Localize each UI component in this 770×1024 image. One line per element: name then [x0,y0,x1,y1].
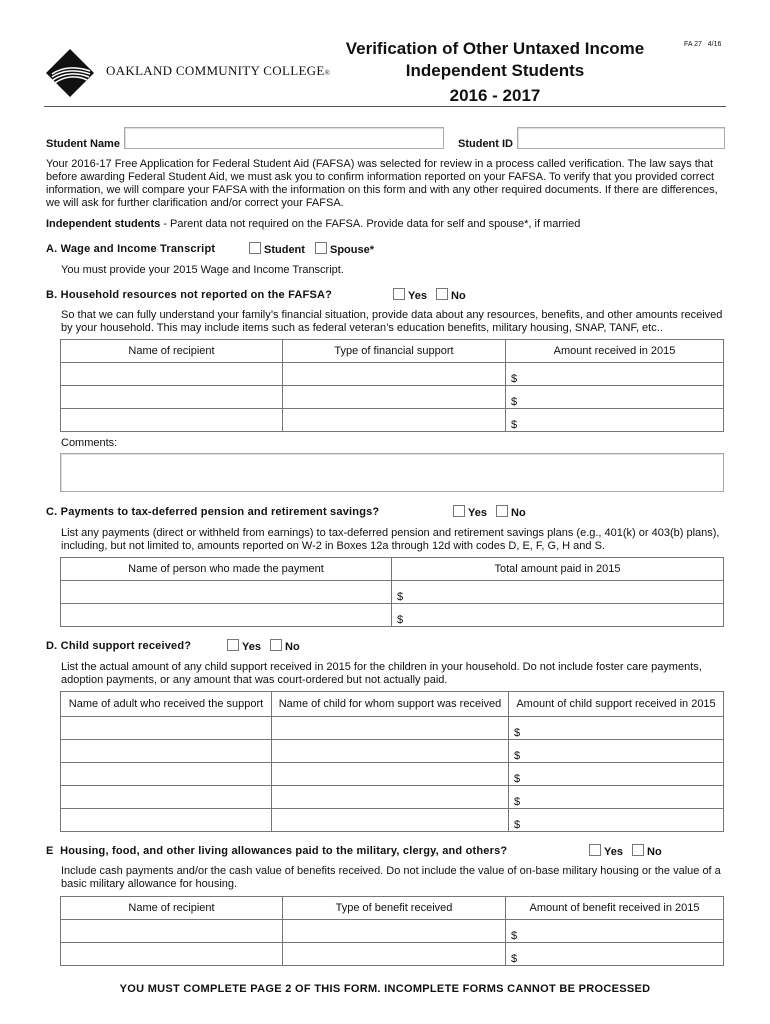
title-line-1: Verification of Other Untaxed Income [345,39,645,58]
table-row [61,386,724,409]
section-b-no-label: No [451,290,466,302]
section-c-no-label: No [511,507,526,519]
college-logo-mark-icon [44,47,96,99]
page-title [320,38,670,107]
student-name-input[interactable] [124,127,444,149]
section-b-table [60,339,724,432]
table-row [61,786,724,809]
table-cell[interactable] [61,717,272,740]
section-e-col-recipient: Name of recipient [61,897,283,920]
table-cell[interactable]: $ [509,740,724,763]
table-header-row [61,340,724,363]
table-header-row [61,558,724,581]
section-e-text: Include cash payments and/or the cash value of benefits received. Do not include the value of on-base military housing or the value of a basic military allowance for housing. [61,865,721,890]
table-header-row [61,897,724,920]
section-b-title: Household resources not reported on the FAFSA? [60,289,333,301]
section-a-heading [46,243,215,255]
section-b-yes-checkbox[interactable] [393,288,405,300]
table-cell[interactable]: $ [506,363,724,386]
section-b-no-option[interactable] [436,288,466,302]
section-d-heading [46,640,191,652]
section-d-yes-label: Yes [242,641,261,653]
table-cell[interactable]: $ [506,386,724,409]
section-d-no-label: No [285,641,300,653]
section-c-text: List any payments (direct or withheld from earnings) to tax-deferred pension and retirement savings plans (e.g., 401(k) or 403(b) plans), including, but not limited to, amounts reported on W-2 in Boxes 12a through 12d with codes D, E, F, G, H and S. [61,527,720,552]
section-a-text: You must provide your 2015 Wage and Income Transcript. [61,264,344,276]
section-c-letter: C. [46,506,58,518]
form-code-date: 4/16 [707,41,722,48]
section-c-yes-label: Yes [468,507,487,519]
college-name [106,63,330,79]
table-cell[interactable] [283,386,506,409]
section-b-yes-option[interactable] [393,288,427,302]
section-e-letter: E [46,845,54,857]
section-a-student-label: Student [264,244,305,256]
section-b-yes-label: Yes [408,290,427,302]
section-c-yes-option[interactable] [453,505,487,519]
section-d-letter: D. [46,640,58,652]
form-code-id: FA 27 [684,41,702,48]
section-e-no-checkbox[interactable] [632,844,644,856]
table-cell[interactable] [61,409,283,432]
table-cell[interactable] [272,740,509,763]
table-cell[interactable] [61,943,283,966]
table-cell[interactable] [272,786,509,809]
section-d-col-amount: Amount of child support received in 2015 [509,692,724,717]
section-c-no-option[interactable] [496,505,526,519]
table-cell[interactable] [283,943,506,966]
table-cell[interactable] [61,809,272,832]
section-e-col-benefit-type: Type of benefit received [283,897,506,920]
section-d-no-option[interactable] [270,639,300,653]
table-cell[interactable] [61,786,272,809]
table-cell[interactable] [61,363,283,386]
table-cell[interactable] [61,740,272,763]
section-c-no-checkbox[interactable] [496,505,508,517]
section-a-letter: A. [46,243,58,255]
section-e-no-label: No [647,846,662,858]
section-e-col-amount: Amount of benefit received in 2015 [506,897,724,920]
independent-note [46,218,726,231]
intro-paragraph: Your 2016-17 Free Application for Federal Student Aid (FAFSA) was selected for review in a process called verification. The law says that before awarding Federal Student Aid, we must ask you to confirm information reported on your FAFSA. To verify that you provided correct information, we will compare your FAFSA with the information on this form and with any other required documents. If there are differences, we will ask for further clarification and/or correct your FAFSA. [46,158,718,209]
section-b-col-recipient: Name of recipient [61,340,283,363]
section-c-heading [46,506,379,518]
table-row [61,363,724,386]
table-cell[interactable] [61,581,392,604]
section-d-col-adult: Name of adult who received the support [61,692,272,717]
section-d-yes-checkbox[interactable] [227,639,239,651]
college-name-text: OAKLAND COMMUNITY COLLEGE [106,63,325,78]
table-row [61,763,724,786]
title-line-2: Independent Students [405,61,585,80]
student-id-input[interactable] [517,127,725,149]
section-a-spouse-checkbox[interactable] [315,242,327,254]
table-row [61,717,724,740]
section-a-spouse-option[interactable] [315,242,374,256]
table-cell[interactable]: $ [506,920,724,943]
table-cell[interactable] [272,763,509,786]
section-d-no-checkbox[interactable] [270,639,282,651]
section-c-col-payer: Name of person who made the payment [61,558,392,581]
section-a-title: Wage and Income Transcript [60,243,216,255]
section-a-student-checkbox[interactable] [249,242,261,254]
section-e-heading [46,845,507,857]
table-cell[interactable] [61,763,272,786]
section-a-spouse-label: Spouse* [330,244,375,256]
table-cell[interactable]: $ [506,943,724,966]
table-cell[interactable] [61,920,283,943]
table-row [61,740,724,763]
section-d-title: Child support received? [60,640,192,652]
student-id-label: Student ID [458,138,513,150]
section-c-col-total: Total amount paid in 2015 [392,558,724,581]
section-b-heading [46,289,332,301]
comments-textarea[interactable] [60,453,724,492]
section-d-col-child: Name of child for whom support was received [272,692,509,717]
title-line-3: 2016 - 2017 [449,86,541,105]
table-cell[interactable]: $ [509,786,724,809]
college-logo [44,47,96,99]
table-cell[interactable] [61,386,283,409]
section-c-title: Payments to tax-deferred pension and retirement savings? [60,506,380,518]
table-cell[interactable]: $ [509,717,724,740]
table-cell[interactable] [61,604,392,627]
table-cell[interactable] [283,920,506,943]
comments-label: Comments: [61,437,118,449]
section-e-table [60,896,724,966]
section-d-yes-option[interactable] [227,639,261,653]
independent-note-bold: Independent students [46,218,161,230]
section-e-no-option[interactable] [632,844,662,858]
section-b-text: So that we can fully understand your family’s financial situation, provide data about any resources, benefits, and other amounts received by your household. This may include items such as federal veteran’s education benefits, military housing, SNAP, TANF, etc.. [61,309,723,334]
table-cell[interactable]: $ [509,809,724,832]
section-b-col-support-type: Type of financial support [283,340,506,363]
student-name-label: Student Name [46,138,120,150]
section-b-col-amount: Amount received in 2015 [506,340,724,363]
table-cell[interactable] [283,363,506,386]
header-divider [44,106,726,107]
section-c-yes-checkbox[interactable] [453,505,465,517]
section-d-text: List the actual amount of any child support received in 2015 for the children in your household. Do not include foster care payments, adoption payments, or any amount that was court-ordered but not actually paid. [61,661,702,686]
table-cell[interactable]: $ [506,409,724,432]
section-e-yes-label: Yes [604,846,623,858]
table-row [61,943,724,966]
table-header-row [61,692,724,717]
registered-mark: ® [324,69,331,77]
section-b-letter: B. [46,289,58,301]
section-e-title: Housing, food, and other living allowances paid to the military, clergy, and others? [60,845,508,857]
table-row [61,581,724,604]
table-cell[interactable]: $ [392,604,724,627]
section-d-table [60,691,724,832]
table-row [61,920,724,943]
section-b-no-checkbox[interactable] [436,288,448,300]
footer-notice: YOU MUST COMPLETE PAGE 2 OF THIS FORM. INCOMPLETE FORMS CANNOT BE PROCESSED [119,983,651,995]
section-e-yes-option[interactable] [589,844,623,858]
table-cell[interactable] [272,809,509,832]
table-row [61,809,724,832]
section-a-student-option[interactable] [249,242,305,256]
section-c-table [60,557,724,627]
table-cell[interactable] [283,409,506,432]
form-code [684,41,721,48]
table-row [61,409,724,432]
table-cell[interactable]: $ [509,763,724,786]
table-row [61,604,724,627]
independent-note-text: - Parent data not required on the FAFSA. Provide data for self and spouse*, if married [160,218,581,230]
table-cell[interactable]: $ [392,581,724,604]
table-cell[interactable] [272,717,509,740]
section-e-yes-checkbox[interactable] [589,844,601,856]
